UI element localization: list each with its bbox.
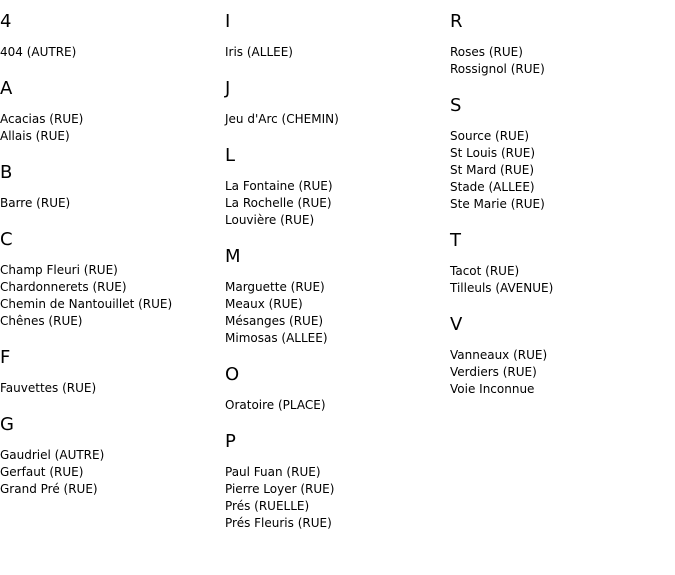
street-list — [225, 279, 445, 347]
street-list — [225, 44, 445, 61]
street-item[interactable]: Prés (RUELLE) — [225, 499, 310, 513]
street-item[interactable]: La Fontaine (RUE) — [225, 179, 333, 193]
section-f — [0, 346, 220, 397]
section-letter: I — [225, 11, 231, 32]
section-m — [225, 245, 445, 347]
street-item[interactable]: La Rochelle (RUE) — [225, 196, 332, 210]
section-letter: L — [225, 145, 236, 166]
street-item[interactable]: Louvière (RUE) — [225, 213, 315, 227]
street-item[interactable]: Chemin de Nantouillet (RUE) — [0, 297, 173, 311]
street-list — [0, 380, 220, 397]
section-p — [225, 430, 445, 532]
street-list — [225, 464, 445, 532]
section-letter: A — [0, 78, 13, 99]
street-item[interactable]: Rossignol (RUE) — [450, 62, 545, 76]
section-r — [450, 10, 670, 78]
street-list — [0, 447, 220, 498]
street-item[interactable]: Meaux (RUE) — [225, 297, 303, 311]
section-letter: M — [225, 246, 241, 267]
index-column-1 — [0, 10, 220, 514]
street-item[interactable]: Paul Fuan (RUE) — [225, 465, 321, 479]
street-item[interactable]: Roses (RUE) — [450, 45, 523, 59]
street-item[interactable]: Gaudriel (AUTRE) — [0, 448, 105, 462]
section-letter: R — [450, 11, 463, 32]
section-letter: J — [225, 78, 231, 99]
street-item[interactable]: St Louis (RUE) — [450, 146, 536, 160]
street-item[interactable]: Stade (ALLEE) — [450, 180, 535, 194]
street-item[interactable]: Chardonnerets (RUE) — [0, 280, 127, 294]
section-a — [0, 77, 220, 145]
street-item[interactable]: Jeu d'Arc (CHEMIN) — [225, 112, 339, 126]
street-item[interactable]: Vanneaux (RUE) — [450, 348, 548, 362]
street-list — [225, 397, 445, 414]
street-item[interactable]: St Mard (RUE) — [450, 163, 535, 177]
street-item[interactable]: Marguette (RUE) — [225, 280, 325, 294]
street-list — [450, 263, 670, 297]
section-b — [0, 161, 220, 212]
index-column-3 — [450, 10, 670, 414]
street-item[interactable]: Oratoire (PLACE) — [225, 398, 326, 412]
section-4 — [0, 10, 220, 61]
street-item[interactable]: Barre (RUE) — [0, 196, 71, 210]
section-i — [225, 10, 445, 61]
street-item[interactable]: Tilleuls (AVENUE) — [450, 281, 554, 295]
street-item[interactable]: Gerfaut (RUE) — [0, 465, 84, 479]
street-item[interactable]: Source (RUE) — [450, 129, 530, 143]
section-letter: S — [450, 95, 462, 116]
section-letter: 4 — [0, 11, 12, 32]
street-list — [450, 44, 670, 78]
section-letter: C — [0, 229, 13, 250]
street-list — [225, 111, 445, 128]
section-letter: B — [0, 162, 13, 183]
street-item[interactable]: Allais (RUE) — [0, 129, 70, 143]
section-letter: T — [450, 230, 461, 251]
street-list — [225, 178, 445, 229]
section-letter: F — [0, 347, 11, 368]
street-item[interactable]: Ste Marie (RUE) — [450, 197, 545, 211]
street-item[interactable]: Grand Pré (RUE) — [0, 482, 98, 496]
section-c — [0, 228, 220, 330]
street-list — [0, 262, 220, 330]
street-item[interactable]: 404 (AUTRE) — [0, 45, 77, 59]
section-l — [225, 144, 445, 229]
section-letter: P — [225, 431, 236, 452]
street-list — [0, 111, 220, 145]
street-item[interactable]: Fauvettes (RUE) — [0, 381, 97, 395]
street-item[interactable]: Voie Inconnue — [450, 382, 535, 396]
section-g — [0, 413, 220, 498]
street-item[interactable]: Prés Fleuris (RUE) — [225, 516, 332, 530]
section-letter: G — [0, 414, 14, 435]
section-o — [225, 363, 445, 414]
street-item[interactable]: Tacot (RUE) — [450, 264, 520, 278]
street-item[interactable]: Iris (ALLEE) — [225, 45, 293, 59]
street-list — [450, 128, 670, 213]
street-list — [0, 44, 220, 61]
street-item[interactable]: Chênes (RUE) — [0, 314, 83, 328]
street-item[interactable]: Verdiers (RUE) — [450, 365, 537, 379]
section-t — [450, 229, 670, 297]
section-letter: V — [450, 314, 463, 335]
section-s — [450, 94, 670, 213]
street-item[interactable]: Acacias (RUE) — [0, 112, 84, 126]
street-list — [450, 347, 670, 398]
index-column-2 — [225, 10, 445, 548]
section-j — [225, 77, 445, 128]
street-item[interactable]: Mimosas (ALLEE) — [225, 331, 328, 345]
street-item[interactable]: Champ Fleuri (RUE) — [0, 263, 118, 277]
street-list — [0, 195, 220, 212]
street-item[interactable]: Mésanges (RUE) — [225, 314, 324, 328]
section-letter: O — [225, 364, 240, 385]
street-item[interactable]: Pierre Loyer (RUE) — [225, 482, 335, 496]
section-v — [450, 313, 670, 398]
